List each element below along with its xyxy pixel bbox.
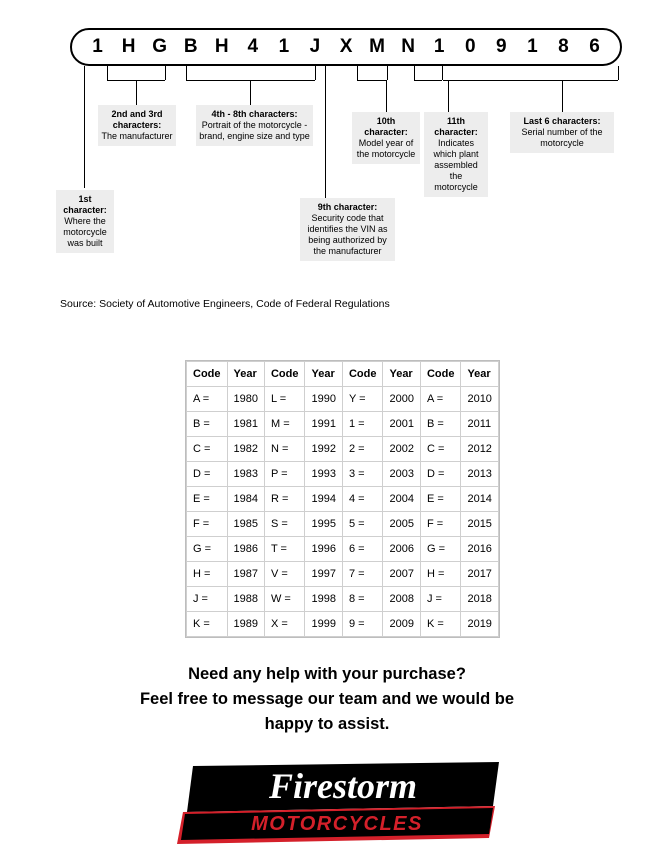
cell-year: 1990 <box>305 387 342 412</box>
cell-code: 6 = <box>342 537 383 562</box>
leader-line-1st-drop <box>84 80 85 188</box>
cell-year: 2014 <box>461 487 498 512</box>
cell-code: E = <box>420 487 461 512</box>
cell-code: W = <box>264 587 305 612</box>
table-row <box>187 587 499 612</box>
vin-char-8: J <box>309 36 321 57</box>
cell-code: H = <box>187 562 228 587</box>
callout-9th-character <box>300 198 395 261</box>
table-row <box>187 512 499 537</box>
cell-year: 2005 <box>383 512 420 537</box>
vin-char-3: G <box>152 36 168 57</box>
bracket-10th <box>357 80 387 81</box>
vin-char-5: H <box>214 36 229 57</box>
cell-year: 1994 <box>305 487 342 512</box>
callout-11th-character <box>424 112 488 197</box>
col-header-year-2: Year <box>305 362 342 387</box>
cell-code: 7 = <box>342 562 383 587</box>
cell-code: L = <box>264 387 305 412</box>
callout-last-6-characters <box>510 112 614 153</box>
table-row <box>187 437 499 462</box>
bracket-11th-right <box>442 66 443 80</box>
vin-char-13: 0 <box>464 36 476 57</box>
cell-year: 1998 <box>305 587 342 612</box>
leader-line-9th-drop <box>325 80 326 198</box>
cell-code: G = <box>420 537 461 562</box>
cell-year: 1984 <box>227 487 264 512</box>
cell-year: 2000 <box>383 387 420 412</box>
table-row <box>187 412 499 437</box>
help-line-1: Need any help with your purchase? <box>188 665 466 683</box>
vin-number-bar <box>70 28 622 66</box>
callout-1st-character-body: Where the motorcycle was built <box>63 216 107 248</box>
cell-year: 2012 <box>461 437 498 462</box>
bracket-10th-left <box>357 66 358 80</box>
table-row <box>187 462 499 487</box>
cell-year: 1996 <box>305 537 342 562</box>
cell-code: H = <box>420 562 461 587</box>
bracket-2nd-3rd-left <box>107 66 108 80</box>
callout-1st-character <box>56 190 114 253</box>
leader-line-2nd-3rd <box>136 80 137 105</box>
vin-char-16: 8 <box>558 36 569 57</box>
callout-2nd-3rd-characters <box>98 105 176 146</box>
callout-2nd-3rd-characters-title: 2nd and 3rd characters: <box>111 109 163 130</box>
callout-1st-character-title: 1st character: <box>63 194 107 215</box>
cell-code: M = <box>264 412 305 437</box>
leader-line-last-6 <box>562 80 563 112</box>
callout-9th-character-title: 9th character: <box>317 202 378 212</box>
cell-year: 1983 <box>227 462 264 487</box>
table-row <box>187 387 499 412</box>
cell-year: 1980 <box>227 387 264 412</box>
bracket-last-6 <box>443 80 618 81</box>
cell-year: 2003 <box>383 462 420 487</box>
cell-code: 3 = <box>342 462 383 487</box>
callout-2nd-3rd-characters-body: The manufacturer <box>101 131 173 141</box>
cell-code: 1 = <box>342 412 383 437</box>
vin-char-7: 1 <box>278 36 290 57</box>
cell-code: E = <box>187 487 228 512</box>
table-header-row <box>187 362 499 387</box>
model-year-code-table <box>185 360 500 638</box>
cell-code: X = <box>264 612 305 637</box>
cell-code: R = <box>264 487 305 512</box>
source-note: Source: Society of Automotive Engineers, Code of Federal Regulations <box>60 298 390 310</box>
cell-code: 5 = <box>342 512 383 537</box>
cell-code: F = <box>420 512 461 537</box>
vin-char-9: X <box>339 36 353 57</box>
col-header-code-3: Code <box>342 362 383 387</box>
cell-year: 2007 <box>383 562 420 587</box>
cell-code: K = <box>420 612 461 637</box>
leader-line-4th-8th <box>250 80 251 105</box>
callout-4th-8th-characters-body: Portrait of the motorcycle - brand, engine size and type <box>199 120 310 141</box>
cell-year: 2006 <box>383 537 420 562</box>
vin-char-2: H <box>121 36 136 57</box>
table-row <box>187 612 499 637</box>
col-header-code-2: Code <box>264 362 305 387</box>
col-header-year-4: Year <box>461 362 498 387</box>
cell-code: K = <box>187 612 228 637</box>
table-row <box>187 537 499 562</box>
cell-code: C = <box>187 437 228 462</box>
cell-year: 2015 <box>461 512 498 537</box>
cell-code: A = <box>187 387 228 412</box>
table-row <box>187 562 499 587</box>
cell-year: 2011 <box>461 412 498 437</box>
cell-year: 1999 <box>305 612 342 637</box>
callout-10th-character-body: Model year of the motorcycle <box>356 138 416 159</box>
leader-line-1st <box>84 66 85 80</box>
cell-year: 1989 <box>227 612 264 637</box>
vin-diagram <box>0 0 654 300</box>
vin-char-12: 1 <box>433 36 445 57</box>
cell-year: 1995 <box>305 512 342 537</box>
callout-last-6-characters-title: Last 6 characters: <box>523 116 601 126</box>
cell-code: D = <box>187 462 228 487</box>
cell-code: J = <box>420 587 461 612</box>
help-message <box>0 662 654 737</box>
cell-code: J = <box>187 587 228 612</box>
callout-11th-character-title: 11th character: <box>434 116 478 137</box>
cell-year: 1981 <box>227 412 264 437</box>
cell-year: 1993 <box>305 462 342 487</box>
vin-char-11: N <box>401 36 416 57</box>
cell-code: 8 = <box>342 587 383 612</box>
cell-code: A = <box>420 387 461 412</box>
callout-10th-character <box>352 112 420 164</box>
bracket-last-6-right <box>618 66 619 80</box>
bracket-11th <box>414 80 442 81</box>
cell-year: 2013 <box>461 462 498 487</box>
cell-code: 9 = <box>342 612 383 637</box>
cell-year: 1997 <box>305 562 342 587</box>
col-header-year-3: Year <box>383 362 420 387</box>
leader-line-9th <box>325 66 326 80</box>
cell-code: T = <box>264 537 305 562</box>
cell-year: 1991 <box>305 412 342 437</box>
cell-year: 2009 <box>383 612 420 637</box>
cell-code: N = <box>264 437 305 462</box>
cell-code: S = <box>264 512 305 537</box>
cell-code: C = <box>420 437 461 462</box>
vin-char-1: 1 <box>92 36 103 57</box>
year-table-body <box>187 387 499 637</box>
cell-code: Y = <box>342 387 383 412</box>
callout-9th-character-body: Security code that identifies the VIN as being authorized by the manufacturer <box>307 213 388 256</box>
cell-year: 1992 <box>305 437 342 462</box>
year-code-table <box>186 361 499 637</box>
vin-char-6: 4 <box>247 36 259 57</box>
bracket-10th-right <box>387 66 388 80</box>
cell-year: 1988 <box>227 587 264 612</box>
bracket-4th-8th-right <box>315 66 316 80</box>
cell-code: V = <box>264 562 305 587</box>
cell-year: 2004 <box>383 487 420 512</box>
help-line-3: happy to assist. <box>264 715 390 733</box>
help-line-2: Feel free to message our team and we would be <box>139 690 515 708</box>
cell-year: 2018 <box>461 587 498 612</box>
cell-code: 4 = <box>342 487 383 512</box>
callout-4th-8th-characters-title: 4th - 8th characters: <box>211 109 298 119</box>
cell-year: 1987 <box>227 562 264 587</box>
callout-10th-character-title: 10th character: <box>364 116 408 137</box>
col-header-code-4: Code <box>420 362 461 387</box>
vin-char-10: M <box>369 36 385 57</box>
col-header-code-1: Code <box>187 362 228 387</box>
firestorm-motorcycles-logo <box>177 762 507 844</box>
col-header-year-1: Year <box>227 362 264 387</box>
cell-code: P = <box>264 462 305 487</box>
logo-bottom-text: MOTORCYCLES <box>251 813 423 835</box>
logo-top-text: Firestorm <box>268 766 418 806</box>
cell-code: 2 = <box>342 437 383 462</box>
vin-char-4: B <box>183 36 198 57</box>
cell-year: 2010 <box>461 387 498 412</box>
cell-year: 1985 <box>227 512 264 537</box>
leader-line-11th <box>448 80 449 112</box>
vin-char-15: 1 <box>527 36 538 57</box>
cell-year: 2016 <box>461 537 498 562</box>
cell-code: D = <box>420 462 461 487</box>
cell-year: 2019 <box>461 612 498 637</box>
cell-code: B = <box>420 412 461 437</box>
logo-graphic <box>177 762 507 844</box>
bracket-11th-left <box>414 66 415 80</box>
leader-line-10th <box>386 80 387 112</box>
vin-char-17: 6 <box>589 36 600 57</box>
cell-year: 2001 <box>383 412 420 437</box>
callout-4th-8th-characters <box>196 105 313 146</box>
cell-year: 2002 <box>383 437 420 462</box>
cell-code: G = <box>187 537 228 562</box>
cell-code: B = <box>187 412 228 437</box>
cell-year: 1982 <box>227 437 264 462</box>
table-row <box>187 487 499 512</box>
cell-year: 1986 <box>227 537 264 562</box>
bracket-4th-8th-left <box>186 66 187 80</box>
cell-year: 2008 <box>383 587 420 612</box>
callout-11th-character-body: Indicates which plant assembled the motorcycle <box>433 138 479 192</box>
bracket-2nd-3rd-right <box>165 66 166 80</box>
cell-code: F = <box>187 512 228 537</box>
cell-year: 2017 <box>461 562 498 587</box>
callout-last-6-characters-body: Serial number of the motorcycle <box>521 127 603 148</box>
vin-char-14: 9 <box>496 36 507 57</box>
